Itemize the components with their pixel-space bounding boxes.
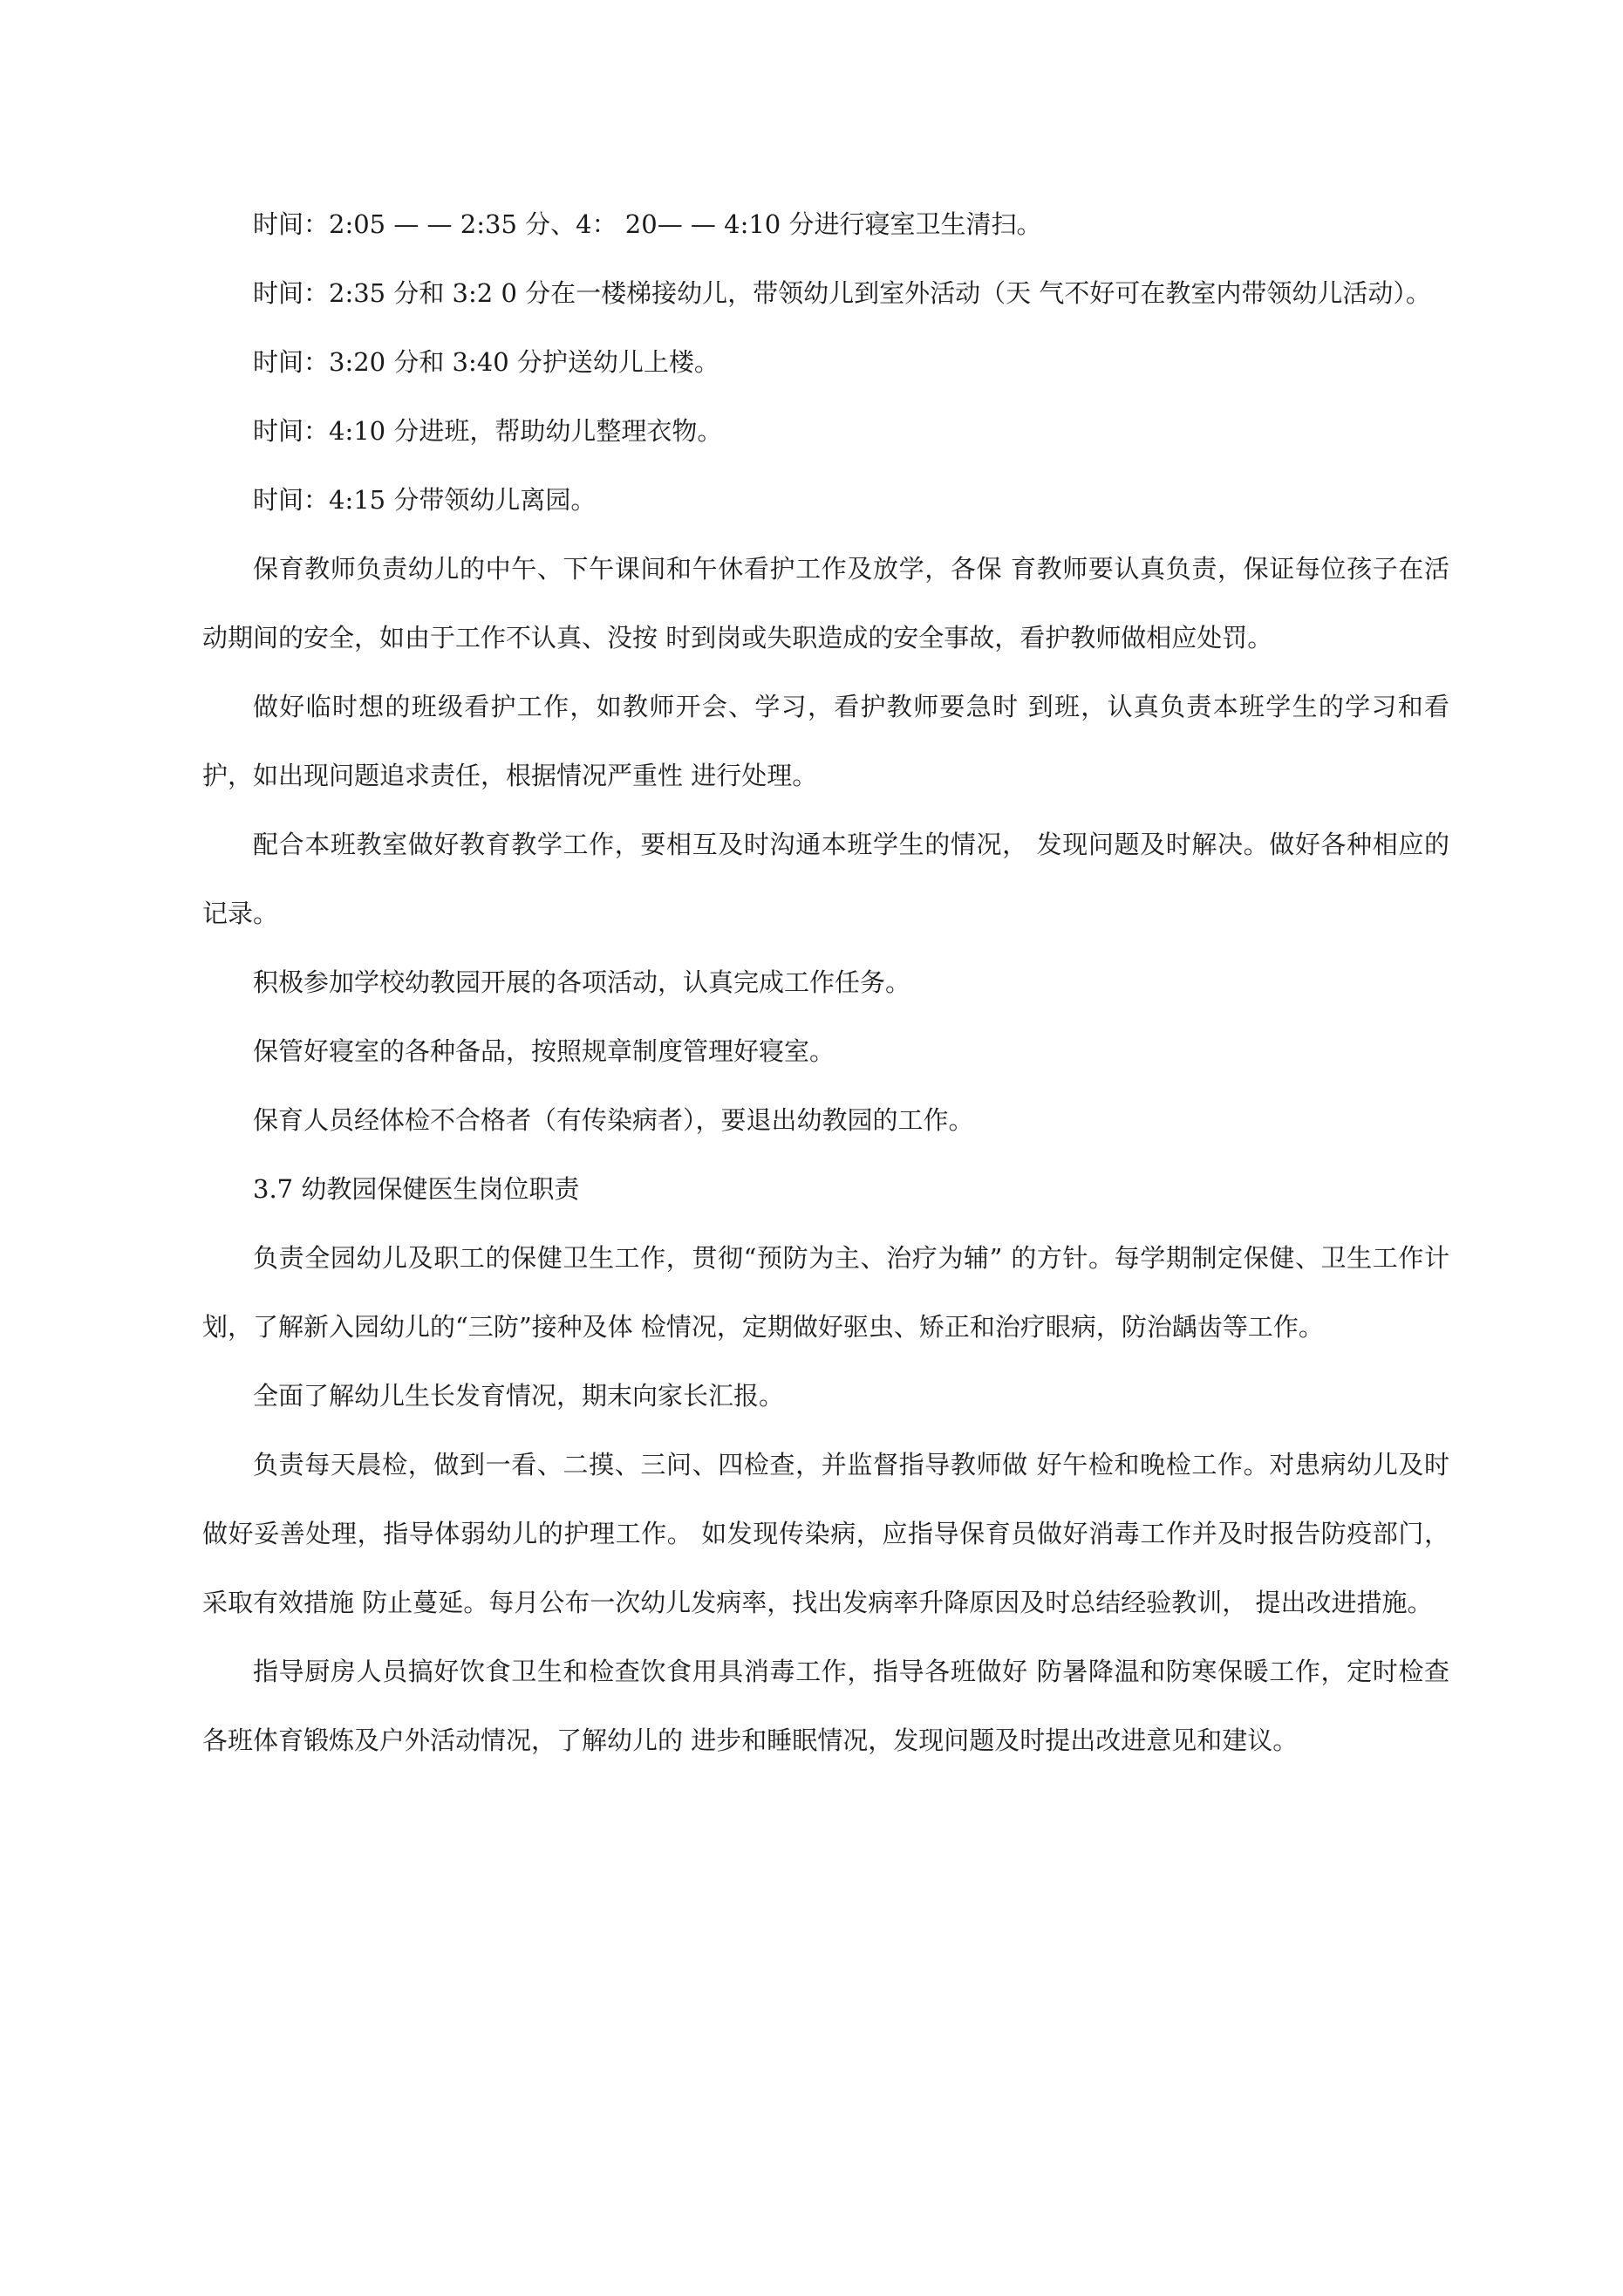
paragraph-health-work: 负责全园幼儿及职工的保健卫生工作，贯彻“预防为主、治疗为辅” 的方针。每学期制定保健、卫生工作计划，了解新入园幼儿的“三防”接种及体 检情况，定期做好驱虫、矫正和治疗眼病，防治龋齿等工作。 bbox=[202, 1243, 1449, 1342]
paragraph-time-upstairs: 时间：3:20 分和 3:40 分护送幼儿上楼。 bbox=[253, 347, 719, 377]
paragraph-time-leave: 时间：4:15 分带领幼儿离园。 bbox=[253, 485, 597, 515]
paragraph-cooperation: 配合本班教室做好教育教学工作，要相互及时沟通本班学生的情况， 发现问题及时解决。做好各种相应的记录。 bbox=[202, 830, 1449, 928]
paragraph-morning-check: 负责每天晨检，做到一看、二摸、三问、四检查，并监督指导教师做 好午检和晚检工作。对患病幼儿及时做好妥善处理，指导体弱幼儿的护理工作。 如发现传染病，应指导保育员做好消毒工作并及时报告防疫部门，采取有效措施 防止蔓延。每月公布一次幼儿发病率，找出发病率升降原因及时总结经验教训， 提出改进措施。 bbox=[202, 1450, 1449, 1617]
paragraph-time-clothes: 时间：4:10 分进班，帮助幼儿整理衣物。 bbox=[253, 416, 723, 446]
paragraph-time-cleaning: 时间：2:05 — — 2:35 分、4： 20— — 4:10 分进行寝室卫生清扫。 bbox=[253, 209, 1042, 239]
paragraph-growth-report: 全面了解幼儿生长发育情况，期末向家长汇报。 bbox=[253, 1381, 785, 1411]
document-body bbox=[202, 190, 1449, 1775]
paragraph-kitchen-guidance: 指导厨房人员搞好饮食卫生和检查饮食用具消毒工作，指导各班做好 防暑降温和防寒保暖工作，定时检查各班体育锻炼及户外活动情况，了解幼儿的 进步和睡眠情况，发现问题及时提出改进意见和建议。 bbox=[202, 1657, 1449, 1755]
paragraph-health-check: 保育人员经体检不合格者（有传染病者），要退出幼教园的工作。 bbox=[253, 1105, 974, 1135]
paragraph-temporary-care: 做好临时想的班级看护工作，如教师开会、学习，看护教师要急时 到班，认真负责本班学生的学习和看护，如出现问题追求责任，根据情况严重性 进行处理。 bbox=[202, 692, 1449, 790]
paragraph-time-outdoor: 时间：2:35 分和 3:2 0 分在一楼梯接幼儿，带领幼儿到室外活动（天 气不好可在教室内带领幼儿活动）。 bbox=[253, 278, 1431, 308]
paragraph-care-duty: 保育教师负责幼儿的中午、下午课间和午休看护工作及放学，各保 育教师要认真负责，保证每位孩子在活动期间的安全，如由于工作不认真、没按 时到岗或失职造成的安全事故，看护教师做相应处罚。 bbox=[202, 554, 1449, 653]
paragraph-dorm-supplies: 保管好寝室的各种备品，按照规章制度管理好寝室。 bbox=[253, 1036, 835, 1066]
section-heading: 3.7 幼教园保健医生岗位职责 bbox=[253, 1174, 580, 1204]
paragraph-activities: 积极参加学校幼教园开展的各项活动，认真完成工作任务。 bbox=[253, 967, 911, 997]
